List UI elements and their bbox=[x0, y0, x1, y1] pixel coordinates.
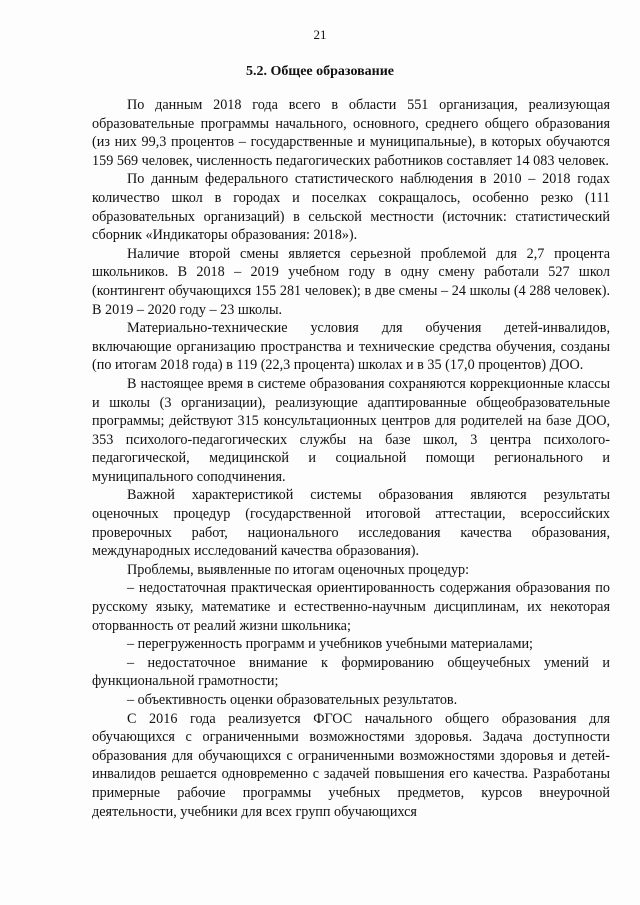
paragraph-fgos: С 2016 года реализуется ФГОС начального общего образования для обучающихся с ограниченными возможностями здоровья. Задача доступности образования для обучающихся с ограниченными возможностями здоровья и детей-инвалидов решается одновременно с задачей повышения его качества. Разработаны примерные рабочие программы учебных предметов, курсов внеурочной деятельности, учебники для всех групп обучающихся bbox=[92, 710, 610, 820]
paragraph-general-stats: По данным 2018 года всего в области 551 организация, реализующая образовательные программы начального, основного, среднего общего образования (из них 99,3 процентов – государственные и муниципальные), в которых обучаются 159 569 человек, численность педагогических работников составляет 14 083 человек. bbox=[92, 97, 610, 169]
paragraph-correctional-classes: В настоящее время в системе образования сохраняются коррекционные классы и школы (3 организации), реализующие адаптированные общеобразовательные программы; действуют 315 консультационных центров для родителей на базе ДОО, 353 психолого-педагогических службы на базе школ, 3 центра психолого-педагогической, медицинской и социальной помощи регионального и муниципального соподчинения. bbox=[92, 375, 610, 485]
page-number: 21 bbox=[313, 27, 327, 42]
problem-item: – объективность оценки образовательных результатов. bbox=[127, 692, 458, 708]
problem-item: – недостаточная практическая ориентированность содержания образования по русскому языку, математике и естественно-научным дисциплинам, их некоторая оторванность от реалий жизни школьника; bbox=[92, 580, 610, 634]
paragraph-assessment: Важной характеристикой системы образования являются результаты оценочных процедур (государственной итоговой аттестации, всероссийских проверочных работ, национального исследования качества образования, международных исследований качества образования). bbox=[92, 487, 610, 560]
section-title: 5.2. Общее образование bbox=[245, 64, 395, 79]
paragraph-second-shift: Наличие второй смены является серьезной проблемой для 2,7 процента школьников. В 2018 – 2019 учебном году в одну смену работали 527 школ (контингент обучающихся 155 281 человек); в две смены – 24 школы (4 288 человек). В 2019 – 2020 году – 23 школы. bbox=[92, 245, 610, 318]
problem-item: – перегруженность программ и учебников учебными материалами; bbox=[127, 636, 533, 653]
paragraph-school-count: По данным федерального статистического наблюдения в 2010 – 2018 годах количество школ в городах и поселках сокращалось, особенно резко (111 образовательных организаций) в сельской местности (источник: статистический сборник «Индикаторы образования: 2018»). bbox=[92, 171, 610, 244]
problem-item: – недостаточное внимание к формированию общеучебных умений и функциональной грамотности; bbox=[92, 654, 610, 690]
paragraph-disabled-conditions: Материально-технические условия для обучения детей-инвалидов, включающие организацию пространства и технические средства обучения, созданы (по итогам 2018 года) в 119 (22,3 процента) школах и в 35 (17,0 процентов) ДОО. bbox=[92, 320, 610, 374]
paragraph-problems-intro: Проблемы, выявленные по итогам оценочных процедур: bbox=[127, 561, 470, 578]
body-text bbox=[92, 96, 610, 821]
